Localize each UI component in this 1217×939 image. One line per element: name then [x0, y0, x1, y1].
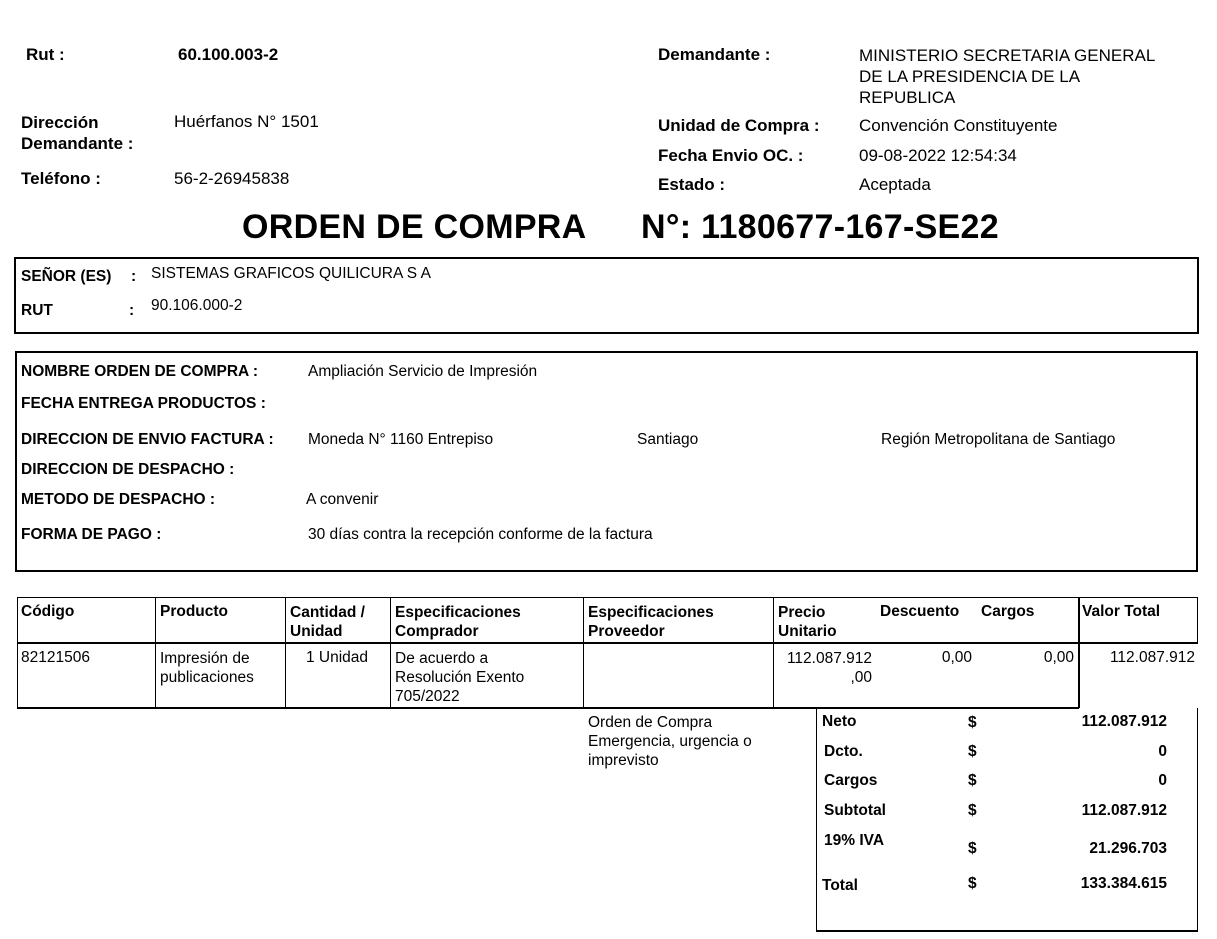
cell-valor-total: 112.087.912 — [1109, 649, 1195, 666]
table-left-border — [17, 597, 18, 708]
telefono-value: 56-2-26945838 — [174, 169, 290, 188]
rut-value: 60.100.003-2 — [178, 45, 279, 64]
dir-factura-value: Moneda N° 1160 Entrepiso — [308, 431, 494, 448]
subtotal-value: 112.087.912 — [1081, 802, 1167, 819]
direccion-label-line1: Dirección — [21, 113, 99, 132]
col-divider — [155, 597, 156, 708]
telefono-label: Teléfono : — [21, 169, 101, 188]
cell-producto: Impresión de publicaciones — [160, 650, 254, 686]
cargos-currency: $ — [968, 772, 977, 789]
col-header-cargos: Cargos — [981, 603, 1035, 620]
cell-codigo: 82121506 — [21, 649, 90, 666]
fecha-envio-label: Fecha Envio OC. : — [658, 146, 804, 165]
cell-precio-line1: 112.087.912 — [786, 650, 872, 667]
cell-cargos: 0,00 — [1043, 649, 1074, 666]
order-number: N°: 1180677-167-SE22 — [641, 208, 999, 246]
cell-esp-comprador: De acuerdo a Resolución Exento 705/2022 — [395, 650, 525, 705]
iva-label: 19% IVA — [824, 832, 885, 849]
document-title: ORDEN DE COMPRA — [242, 208, 587, 246]
metodo-label: METODO DE DESPACHO : — [21, 491, 216, 508]
cell-descuento: 0,00 — [941, 649, 972, 666]
senor-colon: : — [131, 268, 137, 285]
metodo-value: A convenir — [306, 491, 379, 508]
order-type-note: Orden de Compra Emergencia, urgencia o imprevisto — [588, 714, 752, 769]
neto-value: 112.087.912 — [1081, 713, 1167, 730]
fecha-entrega-label: FECHA ENTREGA PRODUCTOS : — [21, 395, 266, 412]
neto-currency: $ — [968, 714, 977, 731]
table-header-separator — [17, 642, 1198, 644]
dir-factura-region: Región Metropolitana de Santiago — [881, 431, 1116, 448]
senor-value: SISTEMAS GRAFICOS QUILICURA S A — [151, 265, 431, 282]
col-divider-total — [1078, 597, 1080, 708]
cell-precio-line2: ,00 — [850, 669, 872, 686]
totals-bottom-border — [816, 930, 1198, 932]
total-label: Total — [822, 877, 858, 894]
col-header-esp-proveedor: Especificaciones Proveedor — [588, 604, 714, 640]
total-value: 133.384.615 — [1080, 875, 1167, 892]
unidad-label: Unidad de Compra : — [658, 116, 820, 135]
col-divider — [583, 597, 584, 708]
cell-precio — [776, 649, 872, 687]
table-top-border — [17, 597, 1198, 598]
demandante-value: MINISTERIO SECRETARIA GENERAL DE LA PRESIDENCIA DE LA REPUBLICA — [859, 46, 1155, 107]
col-divider — [773, 597, 774, 708]
fecha-envio-value: 09-08-2022 12:54:34 — [859, 146, 1017, 165]
dcto-value: 0 — [1158, 743, 1167, 760]
estado-value: Aceptada — [859, 175, 931, 194]
subtotal-label: Subtotal — [824, 802, 886, 819]
dcto-label: Dcto. — [824, 743, 863, 760]
subtotal-currency: $ — [968, 802, 977, 819]
col-header-producto: Producto — [160, 603, 229, 620]
cargos-label: Cargos — [824, 772, 878, 789]
nombre-value: Ampliación Servicio de Impresión — [308, 363, 538, 380]
rut-label: Rut : — [26, 45, 65, 64]
estado-label: Estado : — [658, 175, 726, 194]
table-right-border — [1197, 597, 1198, 643]
cell-cantidad: 1 Unidad — [306, 649, 369, 666]
dir-factura-city: Santiago — [637, 431, 699, 448]
col-header-codigo: Código — [21, 603, 75, 620]
forma-pago-value: 30 días contra la recepción conforme de la factura — [308, 526, 653, 543]
col-header-cantidad: Cantidad / Unidad — [290, 604, 365, 640]
demandante-label: Demandante : — [658, 45, 771, 64]
senor-label: SEÑOR (ES) — [21, 268, 112, 285]
col-header-valor-total: Valor Total — [1082, 603, 1161, 620]
supplier-rut-value: 90.106.000-2 — [151, 297, 243, 314]
direccion-label-line2: Demandante : — [21, 134, 134, 153]
totals-right-border — [1197, 708, 1198, 932]
supplier-rut-label: RUT — [21, 302, 53, 319]
col-header-descuento: Descuento — [880, 603, 960, 620]
col-header-precio: Precio Unitario — [778, 604, 837, 640]
iva-value: 21.296.703 — [1089, 840, 1167, 857]
col-divider — [285, 597, 286, 708]
neto-label: Neto — [822, 713, 857, 730]
col-header-esp-comprador: Especificaciones Comprador — [395, 604, 521, 640]
cargos-value: 0 — [1158, 772, 1167, 789]
col-divider — [390, 597, 391, 708]
dir-despacho-label: DIRECCION DE DESPACHO : — [21, 461, 235, 478]
iva-currency: $ — [968, 840, 977, 857]
dcto-currency: $ — [968, 743, 977, 760]
forma-pago-label: FORMA DE PAGO : — [21, 526, 162, 543]
direccion-value: Huérfanos N° 1501 — [174, 112, 319, 131]
total-currency: $ — [968, 875, 977, 892]
dir-factura-label: DIRECCION DE ENVIO FACTURA : — [21, 431, 274, 448]
nombre-label: NOMBRE ORDEN DE COMPRA : — [21, 363, 259, 380]
direccion-label — [21, 112, 133, 154]
supplier-rut-colon: : — [129, 302, 135, 319]
unidad-value: Convención Constituyente — [859, 116, 1058, 135]
table-bottom-border — [17, 707, 1079, 709]
totals-left-border — [816, 708, 817, 932]
